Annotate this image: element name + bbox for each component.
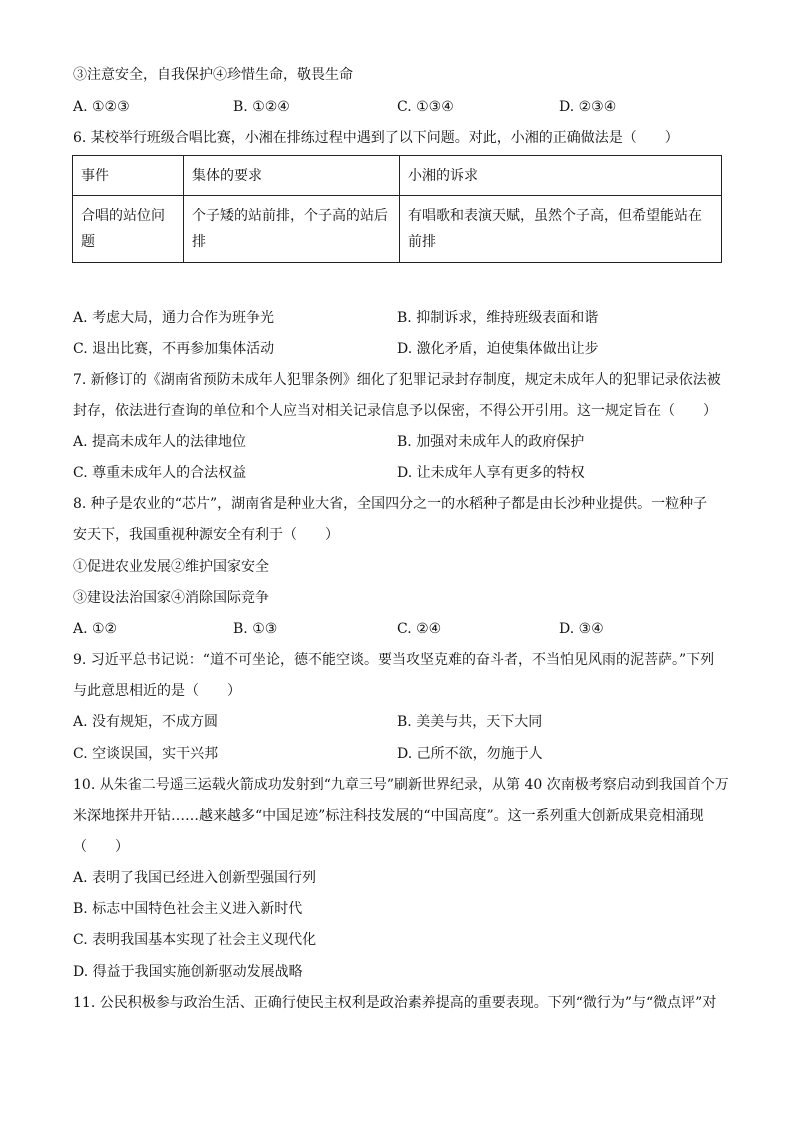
q7-option-d: D. 让未成年人享有更多的特权 [397,465,585,481]
q7-options-row1 [73,432,723,452]
q5-option-c: C. ①③④ [397,99,454,115]
header-collective: 集体的要求 [184,156,400,196]
q5-option-d: D. ②③④ [559,99,617,115]
q6-option-a: A. 考虑大局，通力合作为班争光 [73,310,275,326]
q8-statements-1: ①促进农业发展②维护国家安全 [73,559,269,575]
q7-stem-line1: 7. 新修订的《湖南省预防未成年人犯罪条例》细化了犯罪记录封存制度，规定未成年人的犯罪记录依法被 [73,372,721,388]
cell-xiaoxiang: 有唱歌和表演天赋，虽然个子高，但希望能站在 前排 [400,196,722,263]
q10-stem-line1: 10. 从朱雀二号遥三运载火箭成功发射到“九章三号”刷新世界纪录，从第 40 次南极考察启动到我国首个万 [73,777,729,793]
header-event: 事件 [73,156,184,196]
q6-option-d: D. 激化矛盾，迫使集体做出让步 [397,341,599,357]
q10-stem-line3: （ ） [73,839,129,855]
q8-stem-line2: 安天下，我国重视种源安全有利于（ ） [73,527,339,543]
q9-options-row2 [73,744,723,764]
q10-stem-line2: 米深地探井开钻……越来越多“中国足迹”标注科技发展的“中国高度”。这一系列重大创新成果竞相涌现 [73,808,704,824]
q5-option-a: A. ①②③ [73,99,130,115]
cell-collective: 个子矮的站前排，个子高的站后 排 [184,196,400,263]
q8-option-a: A. ①② [73,621,118,637]
q6-stem: 6. 某校举行班级合唱比赛，小湘在排练过程中遇到了以下问题。对此，小湘的正确做法是（ ） [73,130,679,146]
header-xiaoxiang: 小湘的诉求 [400,156,722,196]
q9-stem-line2: 与此意思相近的是（ ） [73,683,241,699]
q8-stem-line1: 8. 种子是农业的“芯片”，湖南省是种业大省，全国四分之一的水稻种子都是由长沙种业提供。一粒种子 [73,496,708,512]
table-row [73,196,722,263]
q8-statements-2: ③建设法治国家④消除国际竞争 [73,590,269,606]
q6-options-row1 [73,308,723,328]
q7-options-row2 [73,463,723,483]
q8-option-b: B. ①③ [233,621,278,637]
q5-statements: ③注意安全，自我保护④珍惜生命，敬畏生命 [73,67,353,83]
q7-option-c: C. 尊重未成年人的合法权益 [73,465,247,481]
q6-option-c: C. 退出比赛，不再参加集体活动 [73,341,275,357]
q10-option-d: D. 得益于我国实施创新驱动发展战略 [73,964,303,980]
q9-options-row1 [73,712,723,732]
q8-option-d: D. ③④ [559,621,604,637]
q7-option-b: B. 加强对未成年人的政府保护 [397,434,585,450]
q10-option-a: A. 表明了我国已经进入创新型强国行列 [73,870,317,886]
q5-option-b: B. ①②④ [233,99,290,115]
q8-options [73,619,723,639]
q7-stem-line2: 封存，依法进行查询的单位和个人应当对相关记录信息予以保密，不得公开引用。这一规定旨在（ ） [73,403,717,419]
q9-option-c: C. 空谈误国，实干兴邦 [73,746,219,762]
q6-table [72,155,722,263]
q10-option-b: B. 标志中国特色社会主义进入新时代 [73,901,303,917]
q8-option-c: C. ②④ [397,621,442,637]
q9-option-d: D. 己所不欲，勿施于人 [397,746,543,762]
q9-option-b: B. 美美与共，天下大同 [397,714,543,730]
q9-option-a: A. 没有规矩，不成方圆 [73,714,219,730]
q6-options-row2 [73,339,723,359]
q11-stem: 11. 公民积极参与政治生活、正确行使民主权利是政治素养提高的重要表现。下列“微行为”与“微点评”对 [73,995,717,1011]
table-header-row [73,156,722,196]
q9-stem-line1: 9. 习近平总书记说：“道不可坐论，德不能空谈。要当攻坚克难的奋斗者，不当怕见风雨的泥菩萨。”下列 [73,652,715,668]
cell-event: 合唱的站位问 题 [73,196,184,263]
q5-options [73,97,723,117]
q6-option-b: B. 抑制诉求，维持班级表面和谐 [397,310,599,326]
q7-option-a: A. 提高未成年人的法律地位 [73,434,247,450]
q10-option-c: C. 表明我国基本实现了社会主义现代化 [73,932,317,948]
